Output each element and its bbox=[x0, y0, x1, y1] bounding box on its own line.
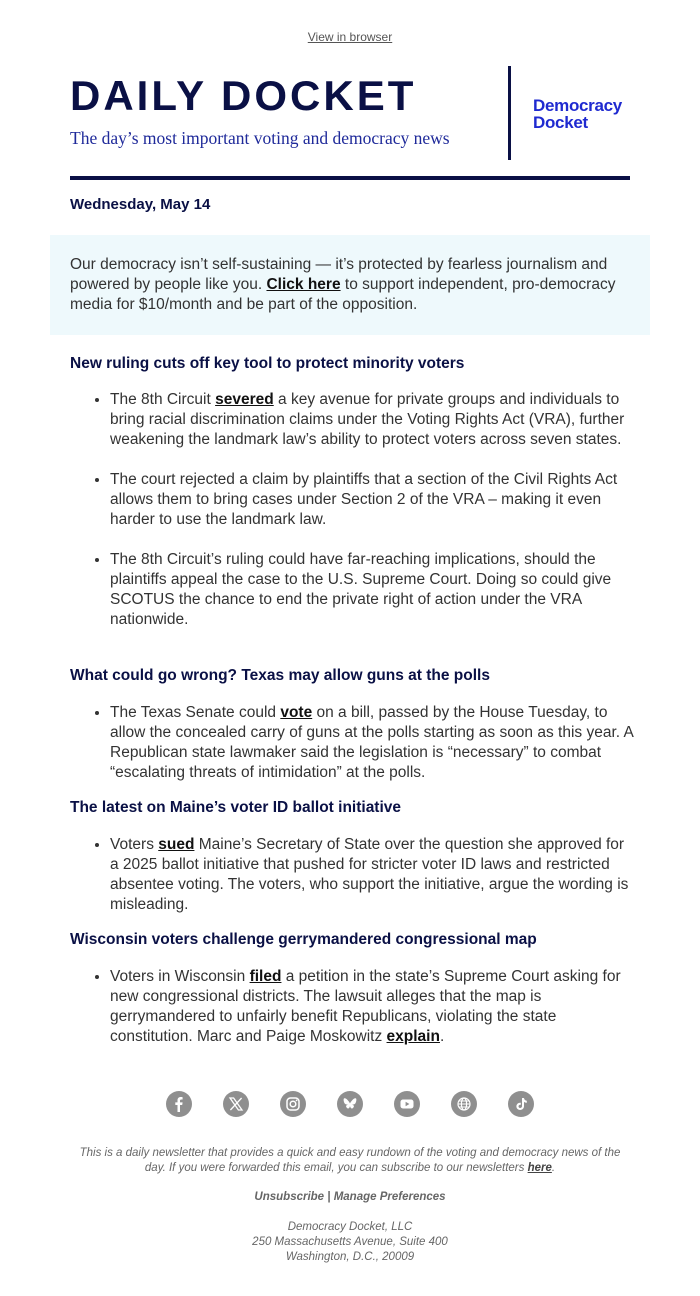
democracy-docket-logo[interactable] bbox=[533, 97, 622, 131]
view-in-browser bbox=[0, 30, 700, 44]
bluesky-icon[interactable] bbox=[337, 1091, 363, 1117]
filed-link[interactable]: filed bbox=[249, 968, 282, 985]
header-rule bbox=[70, 176, 630, 180]
address-city: Washington, D.C., 20009 bbox=[285, 1251, 415, 1263]
x-icon[interactable] bbox=[223, 1091, 249, 1117]
youtube-icon[interactable] bbox=[394, 1091, 420, 1117]
list-item: • Voters in Wisconsin filed a petition in the state’s Supreme Court asking for new congressional districts. The lawsuit alleges that the map is gerrymandered to unfairly benefit Republicans, violating the state constitution. Marc and Paige Moskowitz explain. bbox=[110, 967, 635, 1047]
explain-link[interactable]: explain bbox=[386, 1028, 440, 1045]
section-bullets-texas-guns bbox=[70, 703, 635, 783]
address-street: 250 Massachusetts Avenue, Suite 400 bbox=[252, 1236, 448, 1248]
promo-click-here-link[interactable]: Click here bbox=[266, 276, 341, 293]
vote-link[interactable]: vote bbox=[280, 704, 313, 721]
masthead bbox=[70, 66, 630, 162]
list-item: • The 8th Circuit’s ruling could have far-reaching implications, should the plaintiffs appeal the case to the U.S. Supreme Court. Doing so could give SCOTUS the chance to end the private right of action under the VRA nationwide. bbox=[110, 550, 635, 630]
footer-links: Unsubscribe | Manage Preferences bbox=[254, 1191, 446, 1203]
website-icon[interactable] bbox=[451, 1091, 477, 1117]
promo-text-end: to support independent, pro-democracy media for $10/month and be part of the opposition. bbox=[70, 276, 616, 313]
masthead-divider bbox=[508, 66, 511, 160]
newsletter-title: DAILY DOCKET bbox=[70, 72, 417, 119]
view-in-browser-link[interactable]: View in browser bbox=[307, 30, 393, 44]
promo-text bbox=[70, 255, 635, 315]
section-bullets-wisconsin-map bbox=[70, 967, 635, 1047]
section-heading-wisconsin-map: Wisconsin voters challenge gerrymandered congressional map bbox=[70, 931, 537, 948]
address-company: Democracy Docket, LLC bbox=[287, 1221, 413, 1233]
list-item: • The 8th Circuit severed a key avenue for private groups and individuals to bring racial discrimination claims under the Voting Rights Act (VRA), further weakening the landmark law’s ability to protect voters across seven states. bbox=[110, 390, 635, 450]
footer-disclaimer: This is a daily newsletter that provides a quick and easy rundown of the voting and democracy news of the day. If you were forwarded this email, you can subscribe to our newsletters here. bbox=[79, 1147, 621, 1174]
sued-link[interactable]: sued bbox=[158, 836, 195, 853]
section-bullets-minority-voters bbox=[70, 390, 635, 630]
section-heading-texas-guns: What could go wrong? Texas may allow guns at the polls bbox=[70, 667, 490, 684]
section-bullets-maine-voter-id bbox=[70, 835, 635, 915]
manage-preferences-link[interactable]: Manage Preferences bbox=[333, 1191, 446, 1203]
unsubscribe-link[interactable]: Unsubscribe bbox=[254, 1191, 325, 1203]
footer-address bbox=[0, 1220, 700, 1265]
list-item: • The court rejected a claim by plaintiffs that a section of the Civil Rights Act allows them to bring cases under Section 2 of the VRA – making it even harder to use the landmark law. bbox=[110, 470, 635, 530]
subscribe-here-link[interactable]: here bbox=[527, 1162, 552, 1174]
section-heading-minority-voters: New ruling cuts off key tool to protect minority voters bbox=[70, 355, 465, 372]
newsletter-tagline: The day’s most important voting and democracy news bbox=[70, 128, 450, 148]
promo-text-start: Our democracy isn’t self-sustaining — it’s protected by fearless journalism and powered by people like you. bbox=[70, 256, 608, 293]
support-promo bbox=[50, 235, 650, 335]
tiktok-icon[interactable] bbox=[508, 1091, 534, 1117]
facebook-icon[interactable] bbox=[166, 1091, 192, 1117]
social-links bbox=[0, 1091, 700, 1117]
logo-line-2: Docket bbox=[533, 113, 588, 132]
list-item: • Voters sued Maine’s Secretary of State over the question she approved for a 2025 ballot initiative that pushed for stricter voter ID laws and restricted absentee voting. The voters, who support the initiative, argue the wording is misleading. bbox=[110, 835, 635, 915]
logo-line-1: Democracy bbox=[533, 96, 622, 115]
list-item: • The Texas Senate could vote on a bill, passed by the House Tuesday, to allow the concealed carry of guns at the polls starting as soon as this year. A Republican state lawmaker said the legislation is “necessary” to combat “escalating threats of intimidation” at the polls. bbox=[110, 703, 635, 783]
severed-link[interactable]: severed bbox=[215, 391, 274, 408]
section-heading-maine-voter-id: The latest on Maine’s voter ID ballot initiative bbox=[70, 799, 402, 816]
issue-date: Wednesday, May 14 bbox=[70, 196, 211, 213]
instagram-icon[interactable] bbox=[280, 1091, 306, 1117]
